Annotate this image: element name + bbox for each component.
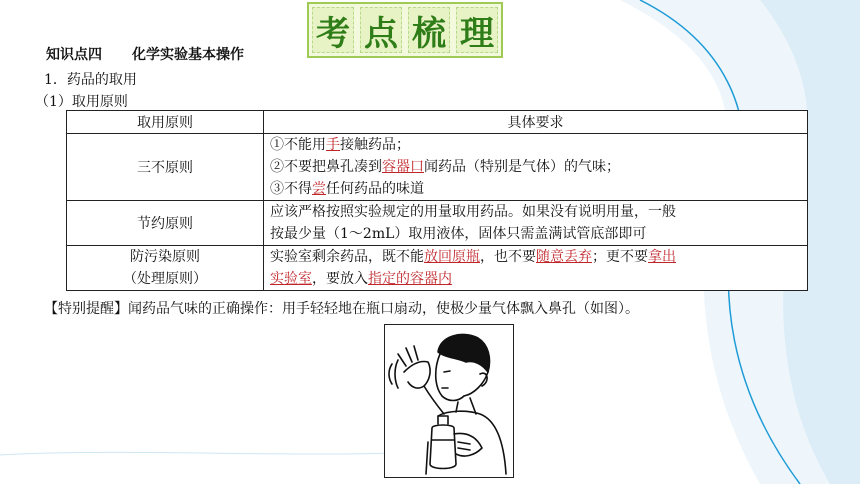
- requirement-line: [270, 134, 801, 156]
- highlight-text: 随意丢弃: [536, 249, 592, 265]
- principle-cell: 节约原则: [67, 201, 264, 246]
- knowledge-point-title: 化学实验基本操作: [132, 47, 244, 63]
- table-row: [67, 246, 808, 291]
- smelling-illustration: [384, 324, 514, 478]
- requirement-line: [270, 178, 801, 200]
- text: 实验室剩余药品，既不能: [270, 249, 424, 265]
- header-requirements: 具体要求: [264, 111, 808, 134]
- text: ②不要把鼻孔凑到: [270, 159, 382, 175]
- text: 接触药品；: [340, 137, 410, 153]
- text: 任何药品的味道: [326, 181, 424, 197]
- banner-char: 点: [360, 7, 402, 53]
- requirement-line: [270, 156, 801, 178]
- rules-table: [66, 110, 808, 291]
- highlight-text: 实验室: [270, 271, 312, 287]
- text: ①不能用: [270, 137, 326, 153]
- header-principle: 取用原则: [67, 111, 264, 134]
- text: ③不得: [270, 181, 312, 197]
- highlight-text: 指定的容器内: [368, 271, 452, 287]
- section-heading: 1．药品的取用: [44, 72, 137, 88]
- principle-cell: 三不原则: [67, 134, 264, 201]
- banner-char: 理: [456, 7, 498, 53]
- banner-char: 考: [312, 7, 354, 53]
- requirement-line: [270, 268, 801, 290]
- requirement-line: [270, 246, 801, 268]
- knowledge-point-heading: [46, 44, 244, 64]
- principle-line: 防污染原则: [130, 249, 200, 265]
- requirements-cell: [264, 246, 808, 291]
- knowledge-point-number: 知识点四: [46, 47, 102, 63]
- title-banner: [307, 2, 503, 58]
- text: ，也不要: [480, 249, 536, 265]
- highlight-text: 拿出: [648, 249, 676, 265]
- requirement-line: 按最少量（1～2mL）取用液体，固体只需盖满试管底部即可: [270, 226, 647, 242]
- banner-char: 梳: [408, 7, 450, 53]
- principle-line: （处理原则）: [123, 271, 207, 287]
- highlight-text: 容器口: [382, 159, 424, 175]
- table-row: [67, 201, 808, 246]
- text: 闻药品（特别是气体）的气味；: [424, 159, 620, 175]
- requirements-cell: [264, 201, 808, 246]
- subsection-heading: （1）取用原则: [35, 94, 128, 110]
- table-row: [67, 134, 808, 201]
- requirement-line: 应该严格按照实验规定的用量取用药品。如果没有说明用量，一般: [270, 204, 676, 220]
- table-header-row: [67, 111, 808, 134]
- highlight-text: 放回原瓶: [424, 249, 480, 265]
- highlight-text: 尝: [312, 181, 326, 197]
- text: ，要放入: [312, 271, 368, 287]
- requirements-cell: [264, 134, 808, 201]
- text: ；更不要: [592, 249, 648, 265]
- special-reminder: 【特别提醒】闻药品气味的正确操作：用手轻轻地在瓶口扇动，使极少量气体飘入鼻孔（如图）。: [44, 301, 639, 317]
- principle-cell: [67, 246, 264, 291]
- highlight-text: 手: [326, 137, 340, 153]
